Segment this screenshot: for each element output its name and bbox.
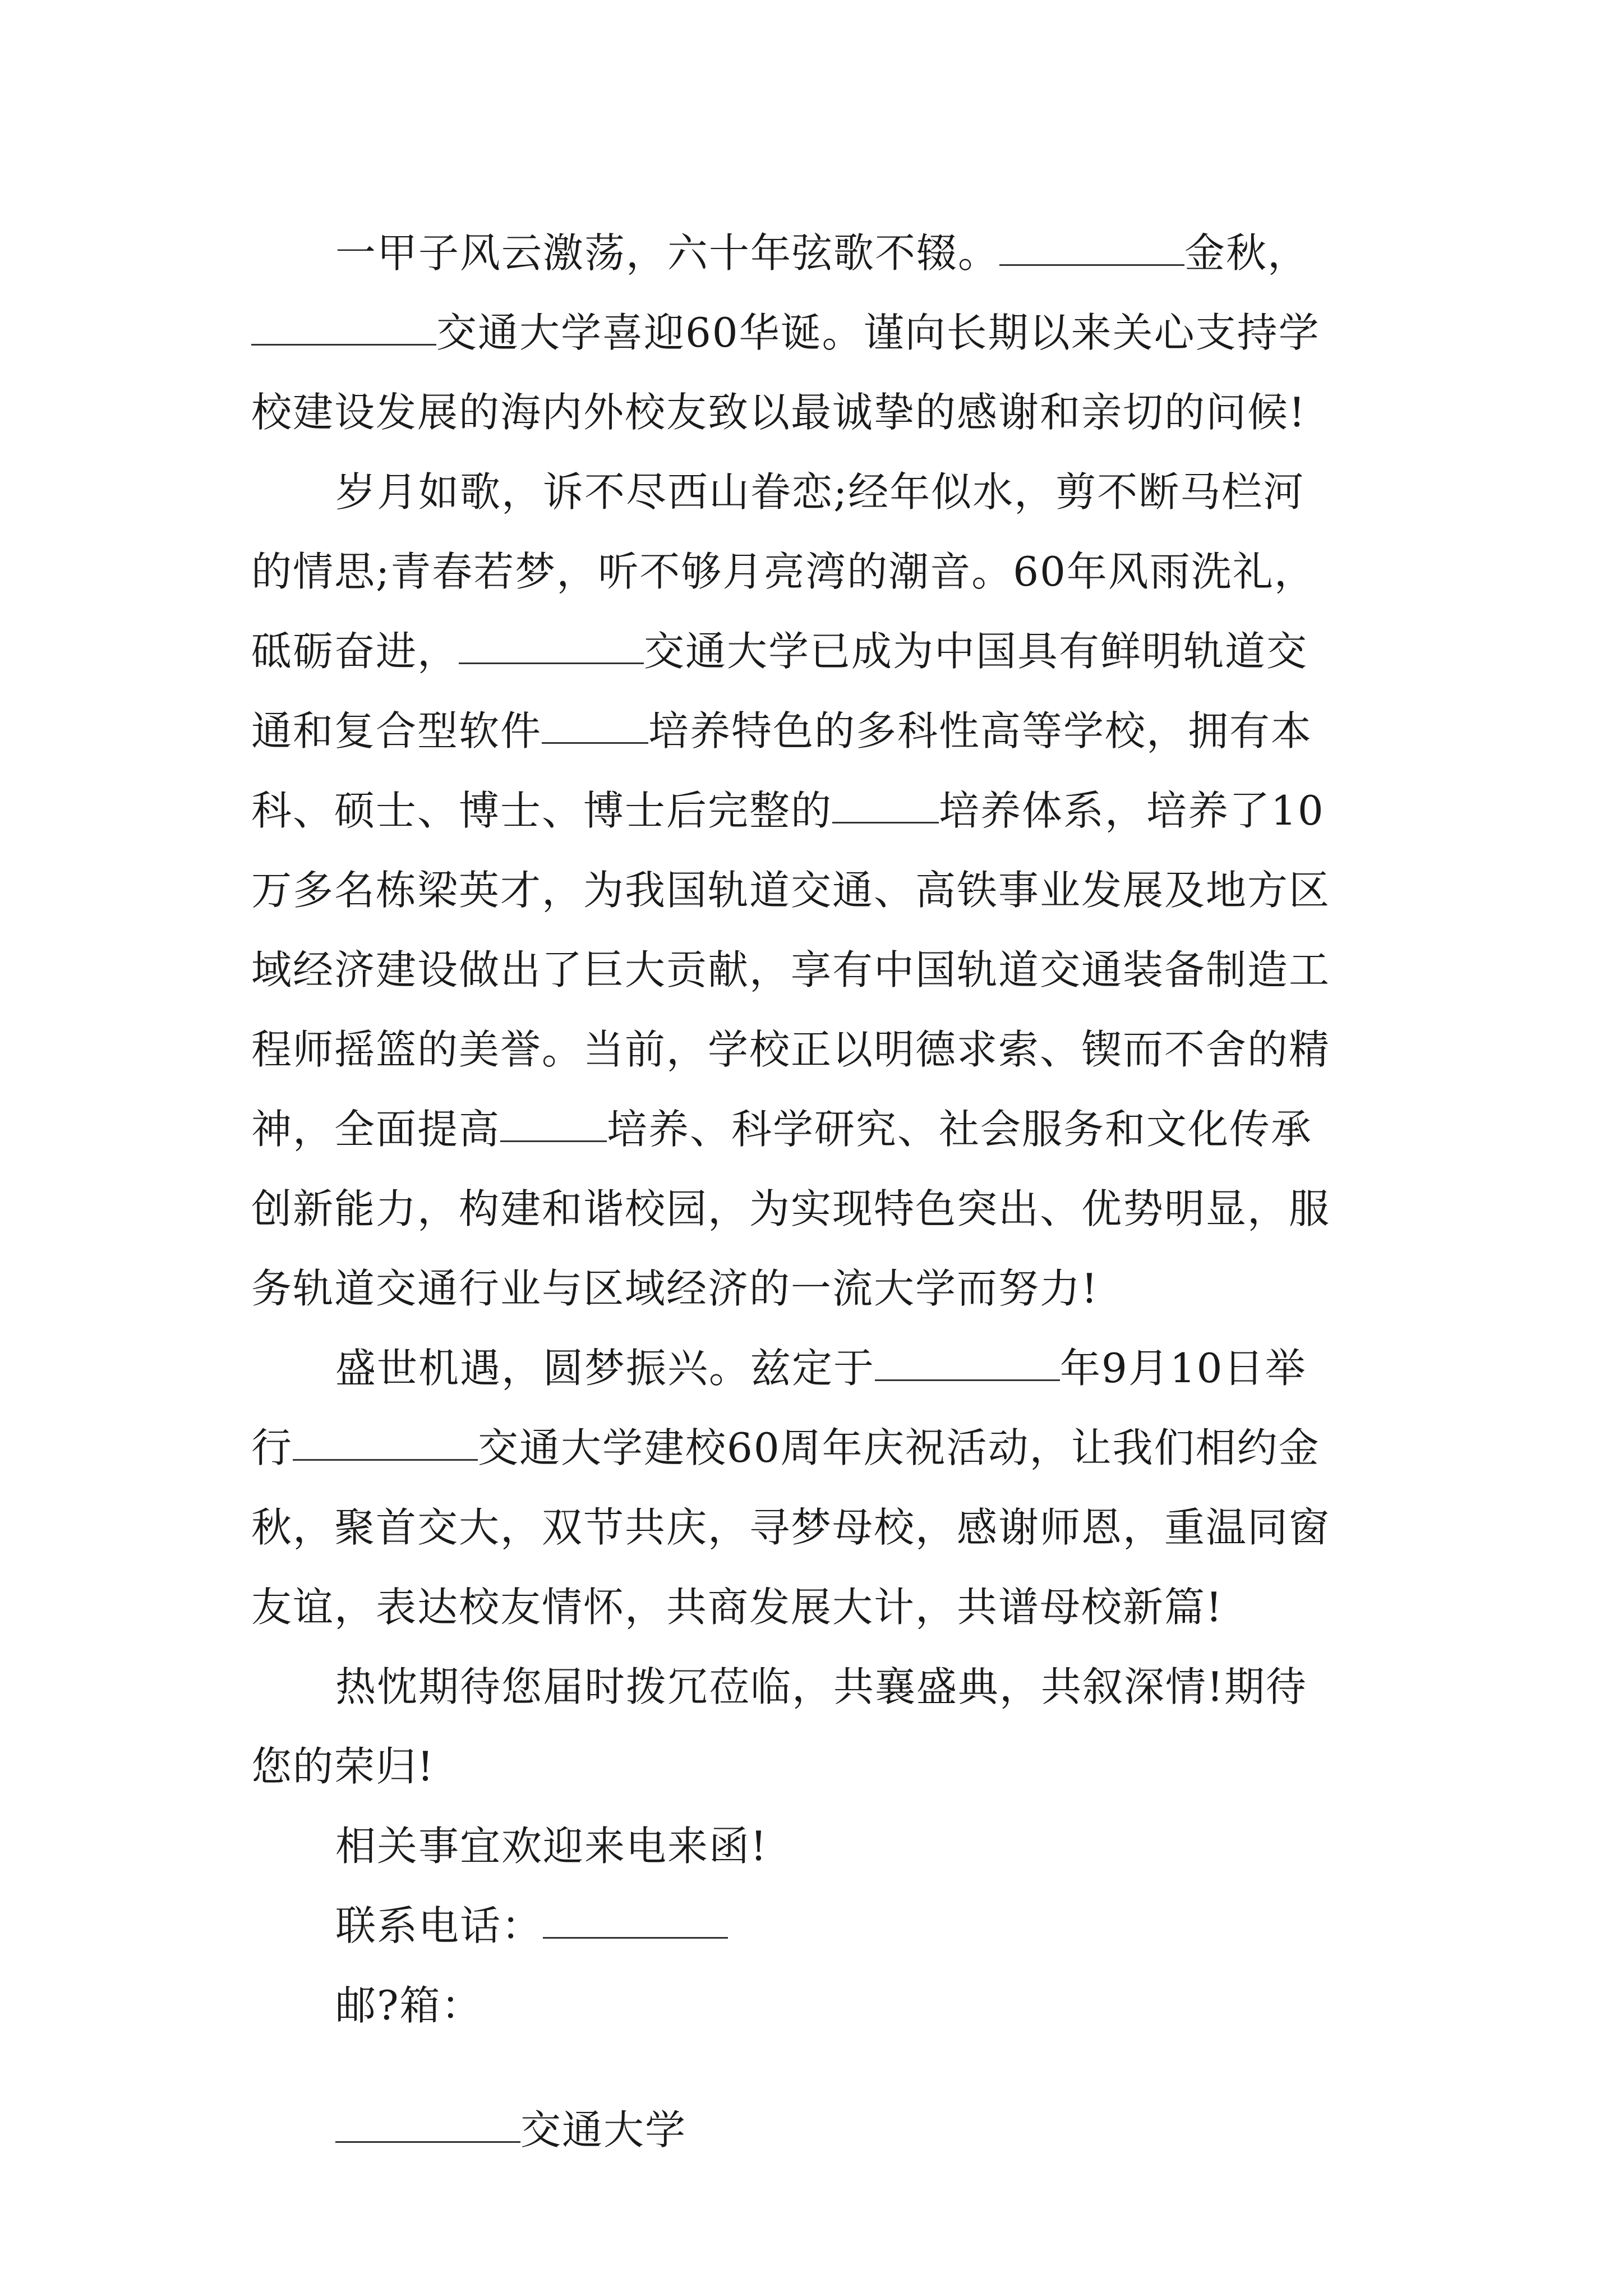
text-line: 创新能力，构建和谐校园，为实现特色突出、优势明显，服 (251, 1185, 1331, 1232)
fill-blank (293, 1424, 478, 1461)
text-line: 热忱期待您届时拨冗莅临，共襄盛典，共叙深情!期待 (335, 1663, 1307, 1710)
text-line: 砥砺奋进， 交通大学已成为中国具有鲜明轨道交 (251, 628, 1308, 675)
text-line: 的情思;青春若梦，听不够月亮湾的潮音。60年风雨洗礼， (251, 548, 1316, 595)
text-line: 一甲子风云激荡，六十年弦歌不辍。 金秋， (335, 229, 1310, 277)
fill-blank (335, 2106, 520, 2143)
fill-blank (543, 1902, 728, 1939)
text-line: 科、硕士、博士、博士后完整的 培养体系，培养了10 (251, 787, 1325, 834)
fill-blank (251, 309, 436, 346)
text-line: 行 交通大学建校60周年庆祝活动，让我们相约金 (251, 1424, 1320, 1471)
text-line: 域经济建设做出了巨大贡献，享有中国轨道交通装备制造工 (251, 946, 1331, 993)
fill-blank (500, 1106, 607, 1142)
letter-body (251, 213, 1390, 2170)
contact-phone: 联系电话： (251, 1886, 1390, 1966)
fill-blank (832, 787, 939, 823)
signature: 交通大学 (251, 2090, 1390, 2170)
text-line: 秋，聚首交大，双节共庆，寻梦母校，感谢师恩，重温同窗 (251, 1504, 1331, 1551)
text-line: 您的荣归! (251, 1743, 435, 1790)
text-line: 校建设发展的海内外校友致以最诚挚的感谢和亲切的问候! (251, 389, 1306, 436)
fill-blank (875, 1345, 1060, 1381)
text-line: 万多名栋梁英才，为我国轨道交通、高铁事业发展及地方区 (251, 867, 1331, 914)
fill-blank (542, 707, 648, 744)
fill-blank (999, 229, 1184, 266)
text-line: 务轨道交通行业与区域经济的一流大学而努力! (251, 1265, 1099, 1312)
text-line: 交通大学喜迎60华诞。谨向长期以来关心支持学 (251, 293, 1390, 372)
text-line: 相关事宜欢迎来电来函! (335, 1823, 768, 1870)
text-line: 程师摇篮的美誉。当前，学校正以明德求索、锲而不舍的精 (251, 1026, 1331, 1073)
text-line: 友谊，表达校友情怀，共商发展大计，共谱母校新篇! (251, 1584, 1223, 1631)
contact-email: 邮?箱： (335, 1982, 483, 2029)
text-line: 岁月如歌，诉不尽西山眷恋;经年似水，剪不断马栏河 (335, 468, 1305, 516)
text-line: 通和复合型软件 培养特色的多科性高等学校，拥有本 (251, 707, 1313, 754)
text-line: 神，全面提高 培养、科学研究、社会服务和文化传承 (251, 1106, 1313, 1153)
fill-blank (459, 628, 644, 664)
text-line: 盛世机遇，圆梦振兴。兹定于 年9月10日举 (335, 1345, 1307, 1392)
